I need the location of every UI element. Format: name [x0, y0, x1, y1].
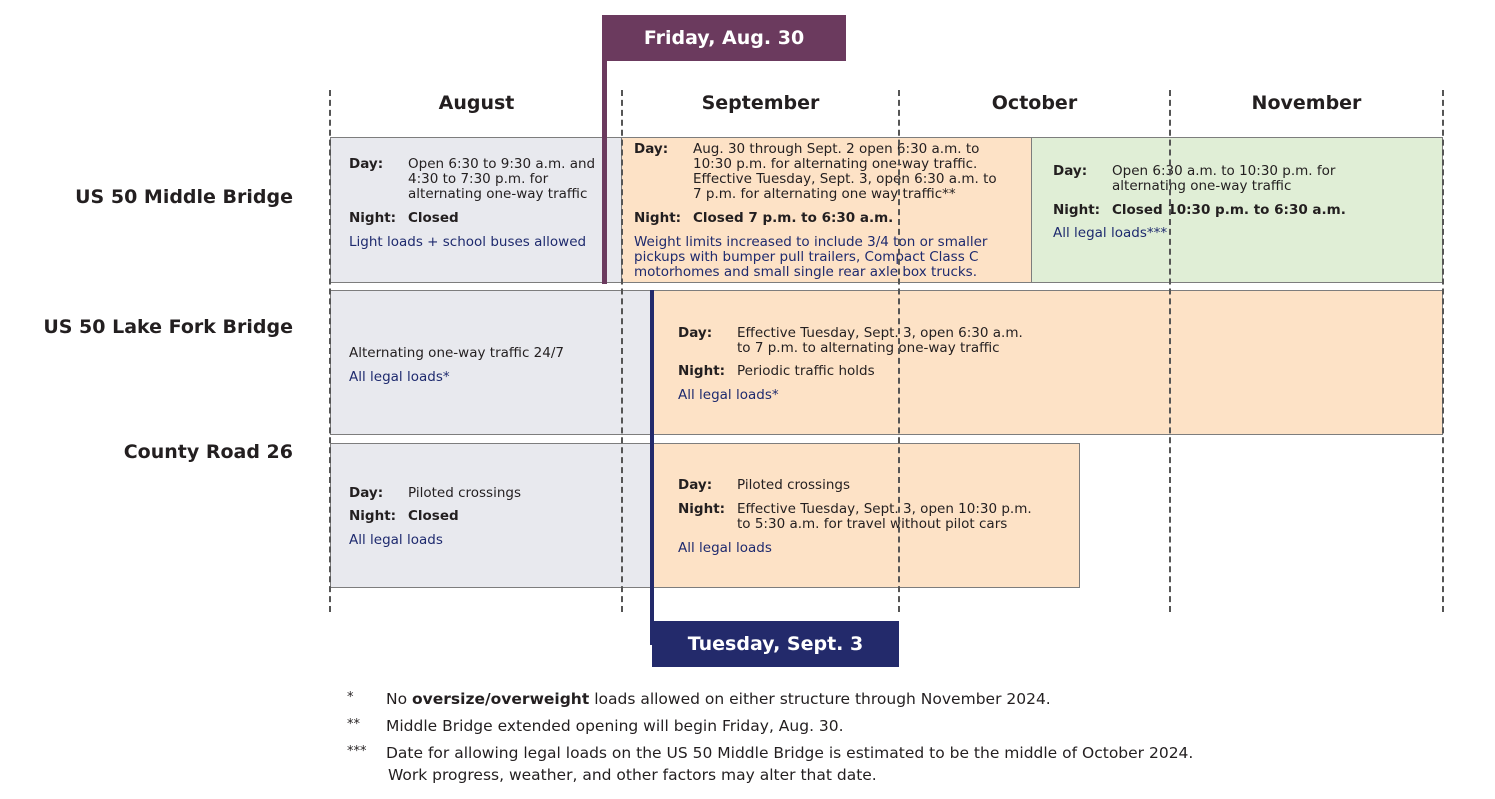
footnote-2: Middle Bridge extended opening will begin Friday, Aug. 30. — [386, 717, 844, 735]
month-divider — [329, 90, 331, 612]
day-text: Piloted crossings — [408, 485, 521, 501]
row-label-middle-bridge: US 50 Middle Bridge — [75, 186, 293, 208]
footnote-3-continuation: Work progress, weather, and other factors may alter that date. — [388, 766, 877, 784]
day-label: Day: — [1053, 163, 1088, 179]
note-text: All legal loads — [678, 540, 772, 556]
month-november: November — [1251, 92, 1362, 114]
night-label: Night: — [634, 210, 682, 226]
footnote-1: No oversize/overweight loads allowed on either structure through November 2024. — [386, 690, 1051, 708]
tuesday-marker-line — [650, 290, 654, 645]
middle-bridge-september-block — [622, 137, 1032, 283]
day-label: Day: — [349, 156, 384, 172]
month-divider — [1442, 90, 1444, 612]
day-label: Day: — [634, 141, 669, 157]
night-label: Night: — [349, 508, 397, 524]
middle-bridge-october-block — [1031, 137, 1443, 283]
day-text: Effective Tuesday, Sept. 3, open 6:30 a.m. to 7 p.m. to alternating one-way traffic — [737, 325, 1023, 356]
day-label: Day: — [349, 485, 384, 501]
tuesday-sept-3-label: Tuesday, Sept. 3 — [687, 633, 864, 655]
footnote-mark-1: * — [347, 690, 354, 705]
friday-aug-30-tag — [602, 15, 846, 61]
footnote-mark-2: ** — [347, 717, 360, 732]
night-text: Periodic traffic holds — [737, 363, 875, 379]
night-label: Night: — [349, 210, 397, 226]
note-text: Light loads + school buses allowed — [349, 234, 587, 250]
footnote-mark-3: *** — [347, 744, 367, 759]
month-october: October — [991, 92, 1078, 114]
night-text: Closed — [408, 210, 459, 226]
month-august: August — [438, 92, 515, 114]
day-label: Day: — [678, 477, 713, 493]
night-text: Closed 10:30 p.m. to 6:30 a.m. — [1112, 202, 1346, 218]
night-text: Closed 7 p.m. to 6:30 a.m. — [693, 210, 894, 226]
note-text: All legal loads* — [349, 369, 450, 385]
day-text: Open 6:30 to 9:30 a.m. and 4:30 to 7:30 p.m. for alternating one-way traffic — [408, 156, 596, 202]
day-text: Open 6:30 a.m. to 10:30 p.m. for alternating one-way traffic — [1112, 163, 1336, 194]
day-text: Piloted crossings — [737, 477, 850, 493]
month-divider — [898, 90, 900, 612]
lake-fork-august-block — [330, 290, 654, 435]
friday-marker-line — [602, 38, 607, 284]
month-divider — [621, 90, 623, 612]
friday-aug-30-label: Friday, Aug. 30 — [643, 27, 805, 49]
night-label: Night: — [678, 363, 726, 379]
note-text: All legal loads*** — [1053, 225, 1168, 241]
night-label: Night: — [1053, 202, 1101, 218]
note-text: All legal loads* — [678, 387, 779, 403]
night-label: Night: — [678, 501, 726, 517]
row-label-county-road: County Road 26 — [123, 441, 293, 463]
day-text: Aug. 30 through Sept. 2 open 6:30 a.m. to 10:30 p.m. for alternating one-way traffic. Effective Tuesday, Sept. 3, open 6:30 a.m. to 7 p.m. for alternating one way traffic** — [693, 141, 997, 202]
note-text: Weight limits increased to include 3/4 ton or smaller pickups with bumper pull trailers, Compact Class C motorhomes and small single rear axle box trucks. — [634, 234, 988, 280]
county-road-september-block — [652, 443, 1080, 588]
lake-fork-september-block — [652, 290, 1443, 435]
day-label: Day: — [678, 325, 713, 341]
footnote-3: Date for allowing legal loads on the US 50 Middle Bridge is estimated to be the middle of October 2024. — [386, 744, 1194, 762]
night-text: Effective Tuesday, Sept. 3, open 10:30 p.m. to 5:30 a.m. for travel without pilot cars — [737, 501, 1032, 532]
month-divider — [1169, 90, 1171, 612]
county-road-august-block — [330, 443, 654, 588]
night-text: Closed — [408, 508, 459, 524]
month-september: September — [701, 92, 820, 114]
note-text: All legal loads — [349, 532, 443, 548]
traffic-text: Alternating one-way traffic 24/7 — [349, 345, 564, 361]
middle-bridge-august-block — [330, 137, 622, 283]
row-label-lake-fork-bridge: US 50 Lake Fork Bridge — [43, 316, 293, 338]
tuesday-sept-3-tag — [652, 621, 899, 667]
